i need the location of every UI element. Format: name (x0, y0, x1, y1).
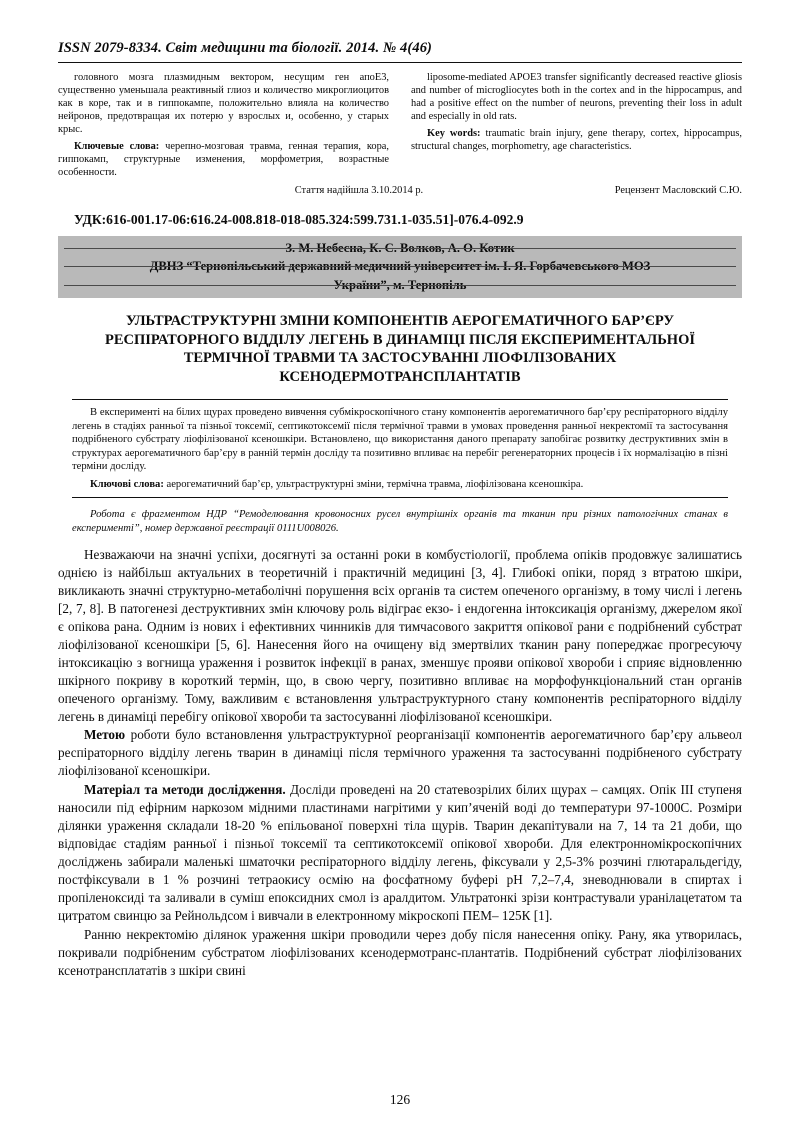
body-paragraph-2: Метою роботи було встановлення ультраструктурної реорганізації компонентів аерогематичного бар’єру альвеол респіраторного відділу легень тварин в динаміці після термічного ураження та застосуванні подрібненого субстрату ліофілізованої ксеношкіри. (58, 727, 742, 779)
funding-note: Робота є фрагментом НДР “Ремоделювання кровоносних русел внутрішніх органів та тканин при різних патологічних станах в експерименті”, номер державної реєстрації 0111U008026. (72, 509, 728, 535)
abstract-english-keywords (411, 127, 742, 153)
body-paragraph-1: Незважаючи на значні успіхи, досягнуті за останні роки в комбустіології, проблема опіків продовжує залишатись однією із найбільш актуальних в теоретичній і практичній медицині [3, 4]. Глибокі опіки, поряд з втратою шкіри, викликають значні структурно-метаболічні порушення всіх органів та систем опеченого організму, в тому числі і легень [2, 7, 8]. В патогенезі деструктивних змін ключову роль відіграє екзо- і ендогенна інтоксикація організму, джерелом якої є опікова рана. Одним із нових і ефективних чинників для тимчасового закриття опікової рани є подрібнений субстрат ліофілізованої ксеношкіри [5, 6]. Нанесення його на очищену від змертвілих тканин рану попереджає прогресуючу інтоксикацію з вогнища ураження і розвиток інфекції в ранах, зменшує прояви опікової хвороби і сприяє відновленню шкірного покриву в короткий термін, що, в свою чергу, позитивно впливає на морфофункціональний стан органів опеченого організму. Тому, важливим є встановлення ультраструктурного стану компонентів респіраторного відділу легень в динаміці перебігу опікової хвороби та застосуванні ліофілізованої ксеношкіри. (58, 546, 742, 724)
keywords-label-ua: Ключові слова: (90, 478, 164, 490)
keywords-text-en: traumatic brain injury, gene therapy, cortex, hippocampus, structural changes, morphometry, age characteristics. (411, 128, 742, 152)
abstract-box (72, 399, 728, 498)
abstract-ukrainian-text: В експерименті на білих щурах проведено вивчення субмікроскопічного стану компонентів аерогематичного бар’єру респіраторного відділу легень в стадіях ранньої та пізньої токсемії, септикотоксемії після термічної травми в умовах проведення ранньої некректомії та застосування подрібненого субстрату ліофілізованої ксеношкіри. Встановлено, що використання даного препарату запобігає розвитку деструктивних змін в структурах аерогематичного бар’єру в ранній термін досліду та позитивно впливає на перебіг регенераторних процесів і їх нормалізацію в пізні терміни досліду. (72, 407, 728, 473)
abstract-russian (58, 71, 389, 183)
submission-line (58, 185, 742, 196)
abstract-ukrainian-keywords (72, 478, 728, 492)
body-paragraph-4: Ранню некректомію ділянок ураження шкіри проводили через добу після нанесення опіку. Рану, яка утворилась, покривали подрібненим субстратом ліофілізованих ксенодермотранс-плантатів. Подрібнений субстрат ліофілізованих ксенотрансплататів з шкіри свині (58, 926, 742, 978)
authors-banner (58, 236, 742, 298)
keywords-label-en: Key words: (427, 128, 481, 139)
keywords-label-ru: Ключевые слова: (74, 141, 160, 152)
affiliation-line-2: України”, м. Тернопіль (64, 276, 736, 294)
affiliation-line-1: ДВНЗ “Тернопільський державний медичний університет ім. І. Я. Горбачевського МОЗ (64, 257, 736, 275)
abstract-russian-text: головного мозга плазмидным вектором, несущим ген апоЕ3, существенно уменьшала реактивный глиоз и количество микроглиоцитов как в коре, так и в гиппокампе, положительно влияла на количество нейронов, предотвращая их потерю у взрослых и, особенно, у старых крыс. (58, 72, 389, 135)
keywords-text-ru: черепно-мозговая травма, генная терапия, кора, гиппокамп, структурные изменения, морфометрия, возрастные особенности. (58, 141, 390, 178)
authors-line: З. М. Небесна, К. С. Волков, А. О. Котик (64, 239, 736, 257)
abstract-english-text: liposome-mediated APOE3 transfer significantly decreased reactive gliosis and number of microgliocytes both in the cortex and in the hippocampus, and had a positive effect on the number of neurons, preventing their loss in adult and especially in old rats. (411, 72, 742, 122)
article-title: УЛЬТРАСТРУКТУРНІ ЗМІНИ КОМПОНЕНТІВ АЕРОГЕМАТИЧНОГО БАР’ЄРУ РЕСПІРАТОРНОГО ВІДДІЛУ ЛЕГЕНЬ В ДИНАМІЦІ ПІСЛЯ ЕКСПЕРИМЕНТАЛЬНОЇ ТЕРМІЧНОЇ ТРАВМИ ТА ЗАСТОСУВАННІ ЛІОФІЛІЗОВАНИХ КСЕНОДЕРМОТРАНСПЛАНТАТІВ (104, 312, 696, 386)
udc-code: УДК:616-001.17-06:616.24-008.818-018-085.324:599.731.1-035.51]-076.4-092.9 (74, 212, 524, 227)
abstract-english (411, 71, 742, 183)
abstract-russian-keywords (58, 140, 389, 179)
body-text (58, 546, 742, 980)
top-abstract-block (58, 71, 742, 183)
running-head: ISSN 2079-8334. Світ медицини та біології. 2014. № 4(46) (58, 40, 432, 56)
header-divider (58, 62, 742, 63)
keywords-text-ua: аерогематичний бар’єр, ультраструктурні зміни, термічна травма, ліофілізована ксеношкіра. (166, 478, 584, 490)
body-paragraph-3: Матеріал та методи дослідження. Досліди проведені на 20 статевозрілих білих щурах – самцях. Опік III ступеня наносили під ефірним наркозом мідними пластинами нагрітими у кип’яченій воді до температури 97-1000С. Розміри ділянки ураження складали 18-20 % епільованої поверхні тіла щурів. Тварин декапітували на 7, 14 та 21 доби, що відповідає стадіям ранньої і пізньої токсемії та септикотоксемії опікової хвороби. Для електронномікроскопічних досліджень забирали маленькі шматочки респіраторного відділу легень, фіксували у 2,5-3% розчині глютаральдегіду, постфіксували в 1 % розчині тетраокису осмію на фосфатному буфері рН 7,2–7,4, зневоднювали в спиртах і пропіленоксиді та заливали в суміш епоксидних смол із аралдитом. Ультратонкі зрізи контрастували уранілацетатом та цитратом свинцю за Рейнольдсом і вивчали в електронному мікроскопі ПЕМ– 125К [1]. (58, 782, 743, 923)
page-number: 126 (389, 1092, 411, 1107)
received-date: Стаття надійшла 3.10.2014 р. (294, 185, 424, 196)
reviewer-name: Рецензент Масловский С.Ю. (614, 185, 742, 196)
